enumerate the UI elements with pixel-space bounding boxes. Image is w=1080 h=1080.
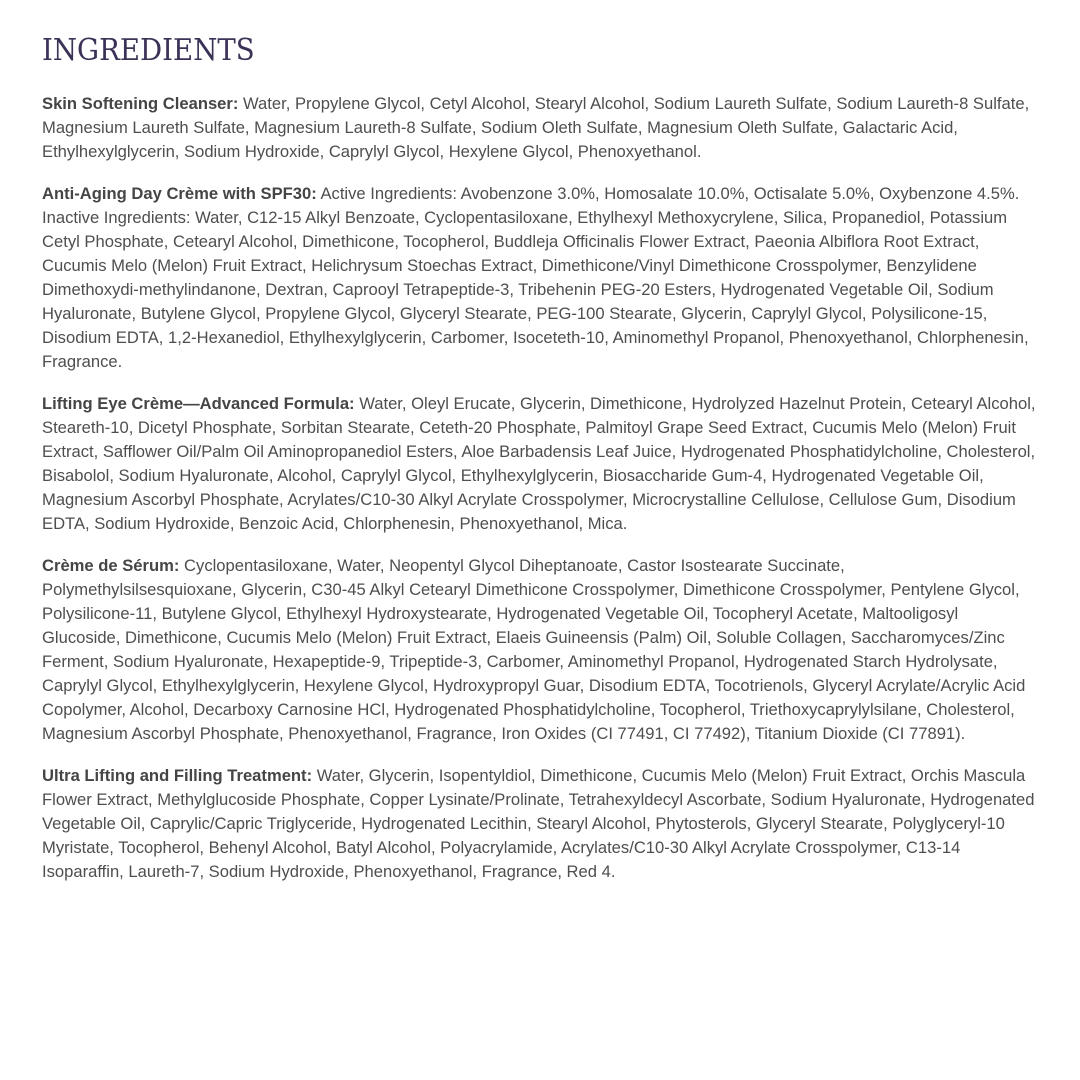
section-name: Skin Softening Cleanser:: [42, 94, 239, 113]
section-ingredients: Water, Glycerin, Isopentyldiol, Dimethicone, Cucumis Melo (Melon) Fruit Extract, Orchis Mascula Flower Extract, Methylglucoside Phosphate, Copper Lysinate/Prolinate, Tetrahexyldecyl Ascorbate, Sodium Hyaluronate, Hydrogenated Vegetable Oil, Caprylic/Capric Triglyceride, Hydrogenated Lecithin, Stearyl Alcohol, Phytosterols, Glyceryl Stearate, Polyglyceryl-10 Myristate, Tocopherol, Behenyl Alcohol, Batyl Alcohol, Polyacrylamide, Acrylates/C10-30 Alkyl Acrylate Crosspolymer, C13-14 Isoparaffin, Laureth-7, Sodium Hydroxide, Phenoxyethanol, Fragrance, Red 4.: [42, 766, 1035, 881]
section-ingredients: Active Ingredients: Avobenzone 3.0%, Homosalate 10.0%, Octisalate 5.0%, Oxybenzone 4.5%. Inactive Ingredients: Water, C12-15 Alkyl Benzoate, Cyclopentasiloxane, Ethylhexyl Methoxycrylene, Silica, Propanediol, Potassium Cetyl Phosphate, Cetearyl Alcohol, Dimethicone, Tocopherol, Buddleja Officinalis Flower Extract, Paeonia Albiflora Root Extract, Cucumis Melo (Melon) Fruit Extract, Helichrysum Stoechas Extract, Dimethicone/Vinyl Dimethicone Crosspolymer, Benzylidene Dimethoxydi-methylindanone, Dextran, Caprooyl Tetrapeptide-3, Tribehenin PEG-20 Esters, Hydrogenated Vegetable Oil, Sodium Hyaluronate, Butylene Glycol, Propylene Glycol, Glyceryl Stearate, PEG-100 Stearate, Glycerin, Caprylyl Glycol, Polysilicone-15, Disodium EDTA, 1,2-Hexanediol, Ethylhexylglycerin, Carbomer, Isoceteth-10, Aminomethyl Propanol, Phenoxyethanol, Chlorphenesin, Fragrance.: [42, 184, 1029, 371]
page-title: INGREDIENTS: [42, 33, 255, 68]
section-anti-aging-day-creme: [42, 182, 1040, 374]
section-name: Lifting Eye Crème—Advanced Formula:: [42, 394, 355, 413]
section-ingredients: Water, Oleyl Erucate, Glycerin, Dimethicone, Hydrolyzed Hazelnut Protein, Cetearyl Alcohol, Steareth-10, Dicetyl Phosphate, Sorbitan Stearate, Ceteth-20 Phosphate, Palmitoyl Grape Seed Extract, Cucumis Melo (Melon) Fruit Extract, Safflower Oil/Palm Oil Aminopropanediol Esters, Aloe Barbadensis Leaf Juice, Hydrogenated Phosphatidylcholine, Cholesterol, Bisabolol, Sodium Hyaluronate, Alcohol, Caprylyl Glycol, Ethylhexylglycerin, Biosaccharide Gum-4, Hydrogenated Vegetable Oil, Magnesium Ascorbyl Phosphate, Acrylates/C10-30 Alkyl Acrylate Crosspolymer, Microcrystalline Cellulose, Cellulose Gum, Disodium EDTA, Sodium Hydroxide, Benzoic Acid, Chlorphenesin, Phenoxyethanol, Mica.: [42, 394, 1036, 533]
section-skin-softening-cleanser: [42, 92, 1040, 164]
section-name: Ultra Lifting and Filling Treatment:: [42, 766, 313, 785]
section-ingredients: Water, Propylene Glycol, Cetyl Alcohol, Stearyl Alcohol, Sodium Laureth Sulfate, Sodium Laureth-8 Sulfate, Magnesium Laureth Sulfate, Magnesium Laureth-8 Sulfate, Sodium Oleth Sulfate, Magnesium Oleth Sulfate, Galactaric Acid, Ethylhexylglycerin, Sodium Hydroxide, Caprylyl Glycol, Hexylene Glycol, Phenoxyethanol.: [42, 94, 1030, 161]
section-creme-de-serum: [42, 554, 1040, 746]
ingredient-sections: [42, 92, 1040, 884]
section-name: Anti-Aging Day Crème with SPF30:: [42, 184, 317, 203]
section-ultra-lifting-filling-treatment: [42, 764, 1040, 884]
section-ingredients: Cyclopentasiloxane, Water, Neopentyl Glycol Diheptanoate, Castor Isostearate Succinate, Polymethylsilsesquioxane, Glycerin, C30-45 Alkyl Cetearyl Dimethicone Crosspolymer, Dimethicone Crosspolymer, Pentylene Glycol, Polysilicone-11, Butylene Glycol, Ethylhexyl Hydroxystearate, Hydrogenated Vegetable Oil, Tocopheryl Acetate, Maltooligosyl Glucoside, Dimethicone, Cucumis Melo (Melon) Fruit Extract, Elaeis Guineensis (Palm) Oil, Soluble Collagen, Saccharomyces/Zinc Ferment, Sodium Hyaluronate, Hexapeptide-9, Tripeptide-3, Carbomer, Aminomethyl Propanol, Hydrogenated Starch Hydrolysate, Caprylyl Glycol, Ethylhexylglycerin, Hexylene Glycol, Hydroxypropyl Guar, Disodium EDTA, Tocotrienols, Glyceryl Acrylate/Acrylic Acid Copolymer, Alcohol, Decarboxy Carnosine HCl, Hydrogenated Phosphatidylcholine, Tocopherol, Triethoxycaprylylsilane, Cholesterol, Magnesium Ascorbyl Phosphate, Phenoxyethanol, Fragrance, Iron Oxides (CI 77491, CI 77492), Titanium Dioxide (CI 77891).: [42, 556, 1026, 743]
section-name: Crème de Sérum:: [42, 556, 180, 575]
section-lifting-eye-creme: [42, 392, 1040, 536]
